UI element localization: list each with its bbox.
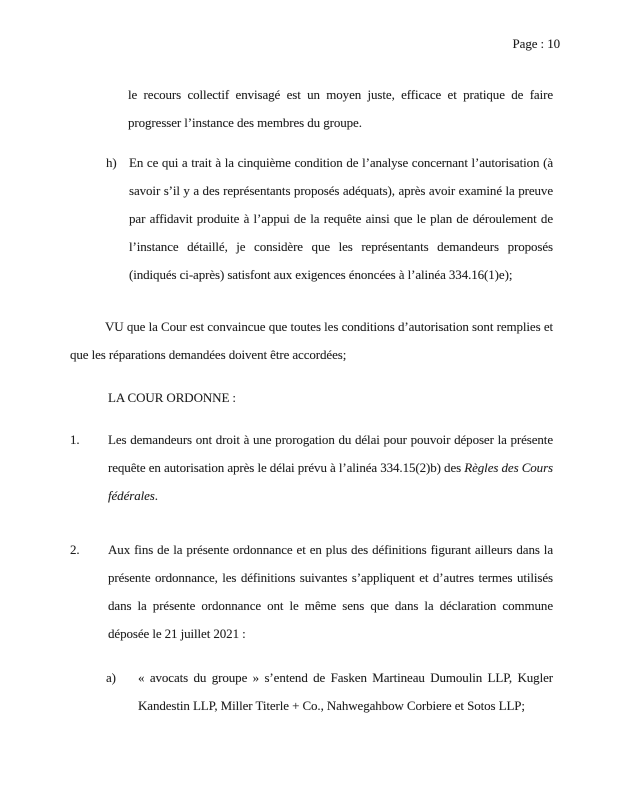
definition-item-a-label: a) xyxy=(106,670,116,685)
continuation-paragraph: le recours collectif envisagé est un moyen juste, efficace et pratique de faire progresser l’instance des membres du groupe. xyxy=(128,87,553,130)
order-item-1 xyxy=(70,426,553,510)
order-item-2-text: Aux fins de la présente ordonnance et en plus des définitions figurant ailleurs dans la présente ordonnance, les définitions suivantes s’appliquent et d’autres termes utilisés dans la présente ordonnance ont le même sens que dans la déclaration commune déposée le 21 juillet 2021 : xyxy=(108,542,553,641)
vu-recital-paragraph: VU que la Cour est convaincue que toutes les conditions d’autorisation sont remplies et que les réparations demandées doivent être accordées; xyxy=(70,319,553,362)
order-heading: LA COUR ORDONNE : xyxy=(108,390,236,405)
list-item-h xyxy=(106,149,553,289)
order-item-1-label: 1. xyxy=(70,432,80,447)
definition-item-a-text: « avocats du groupe » s’entend de Fasken Martineau Dumoulin LLP, Kugler Kandestin LLP, Miller Titerle + Co., Nahwegahbow Corbiere et Sotos LLP; xyxy=(138,670,553,713)
order-item-1-text-after: . xyxy=(154,488,158,503)
order-item-1-text xyxy=(108,426,553,510)
order-item-1-text-before: Les demandeurs ont droit à une prorogation du délai pour pouvoir déposer la présente requête en autorisation après le délai prévu à l’alinéa 334.15(2)b) des xyxy=(108,432,553,475)
item-h-label: h) xyxy=(106,155,117,170)
definition-item-a xyxy=(106,664,553,720)
order-item-1-italic-citation: Règles des Cours fédérales xyxy=(108,460,553,503)
item-h-text: En ce qui a trait à la cinquième condition de l’analyse concernant l’autorisation (à savoir s’il y a des représentants proposés adéquats), après avoir examiné la preuve par affidavit produite à l’appui de la requête ainsi que le plan de déroulement de l’instance détaillé, je considère que les représentants demandeurs proposés (indiqués ci-après) satisfont aux exigences énoncées à l’alinéa 334.16(1)e); xyxy=(129,155,553,282)
order-item-2-label: 2. xyxy=(70,542,80,557)
order-item-2 xyxy=(70,536,553,648)
page-number: Page : 10 xyxy=(512,36,560,51)
